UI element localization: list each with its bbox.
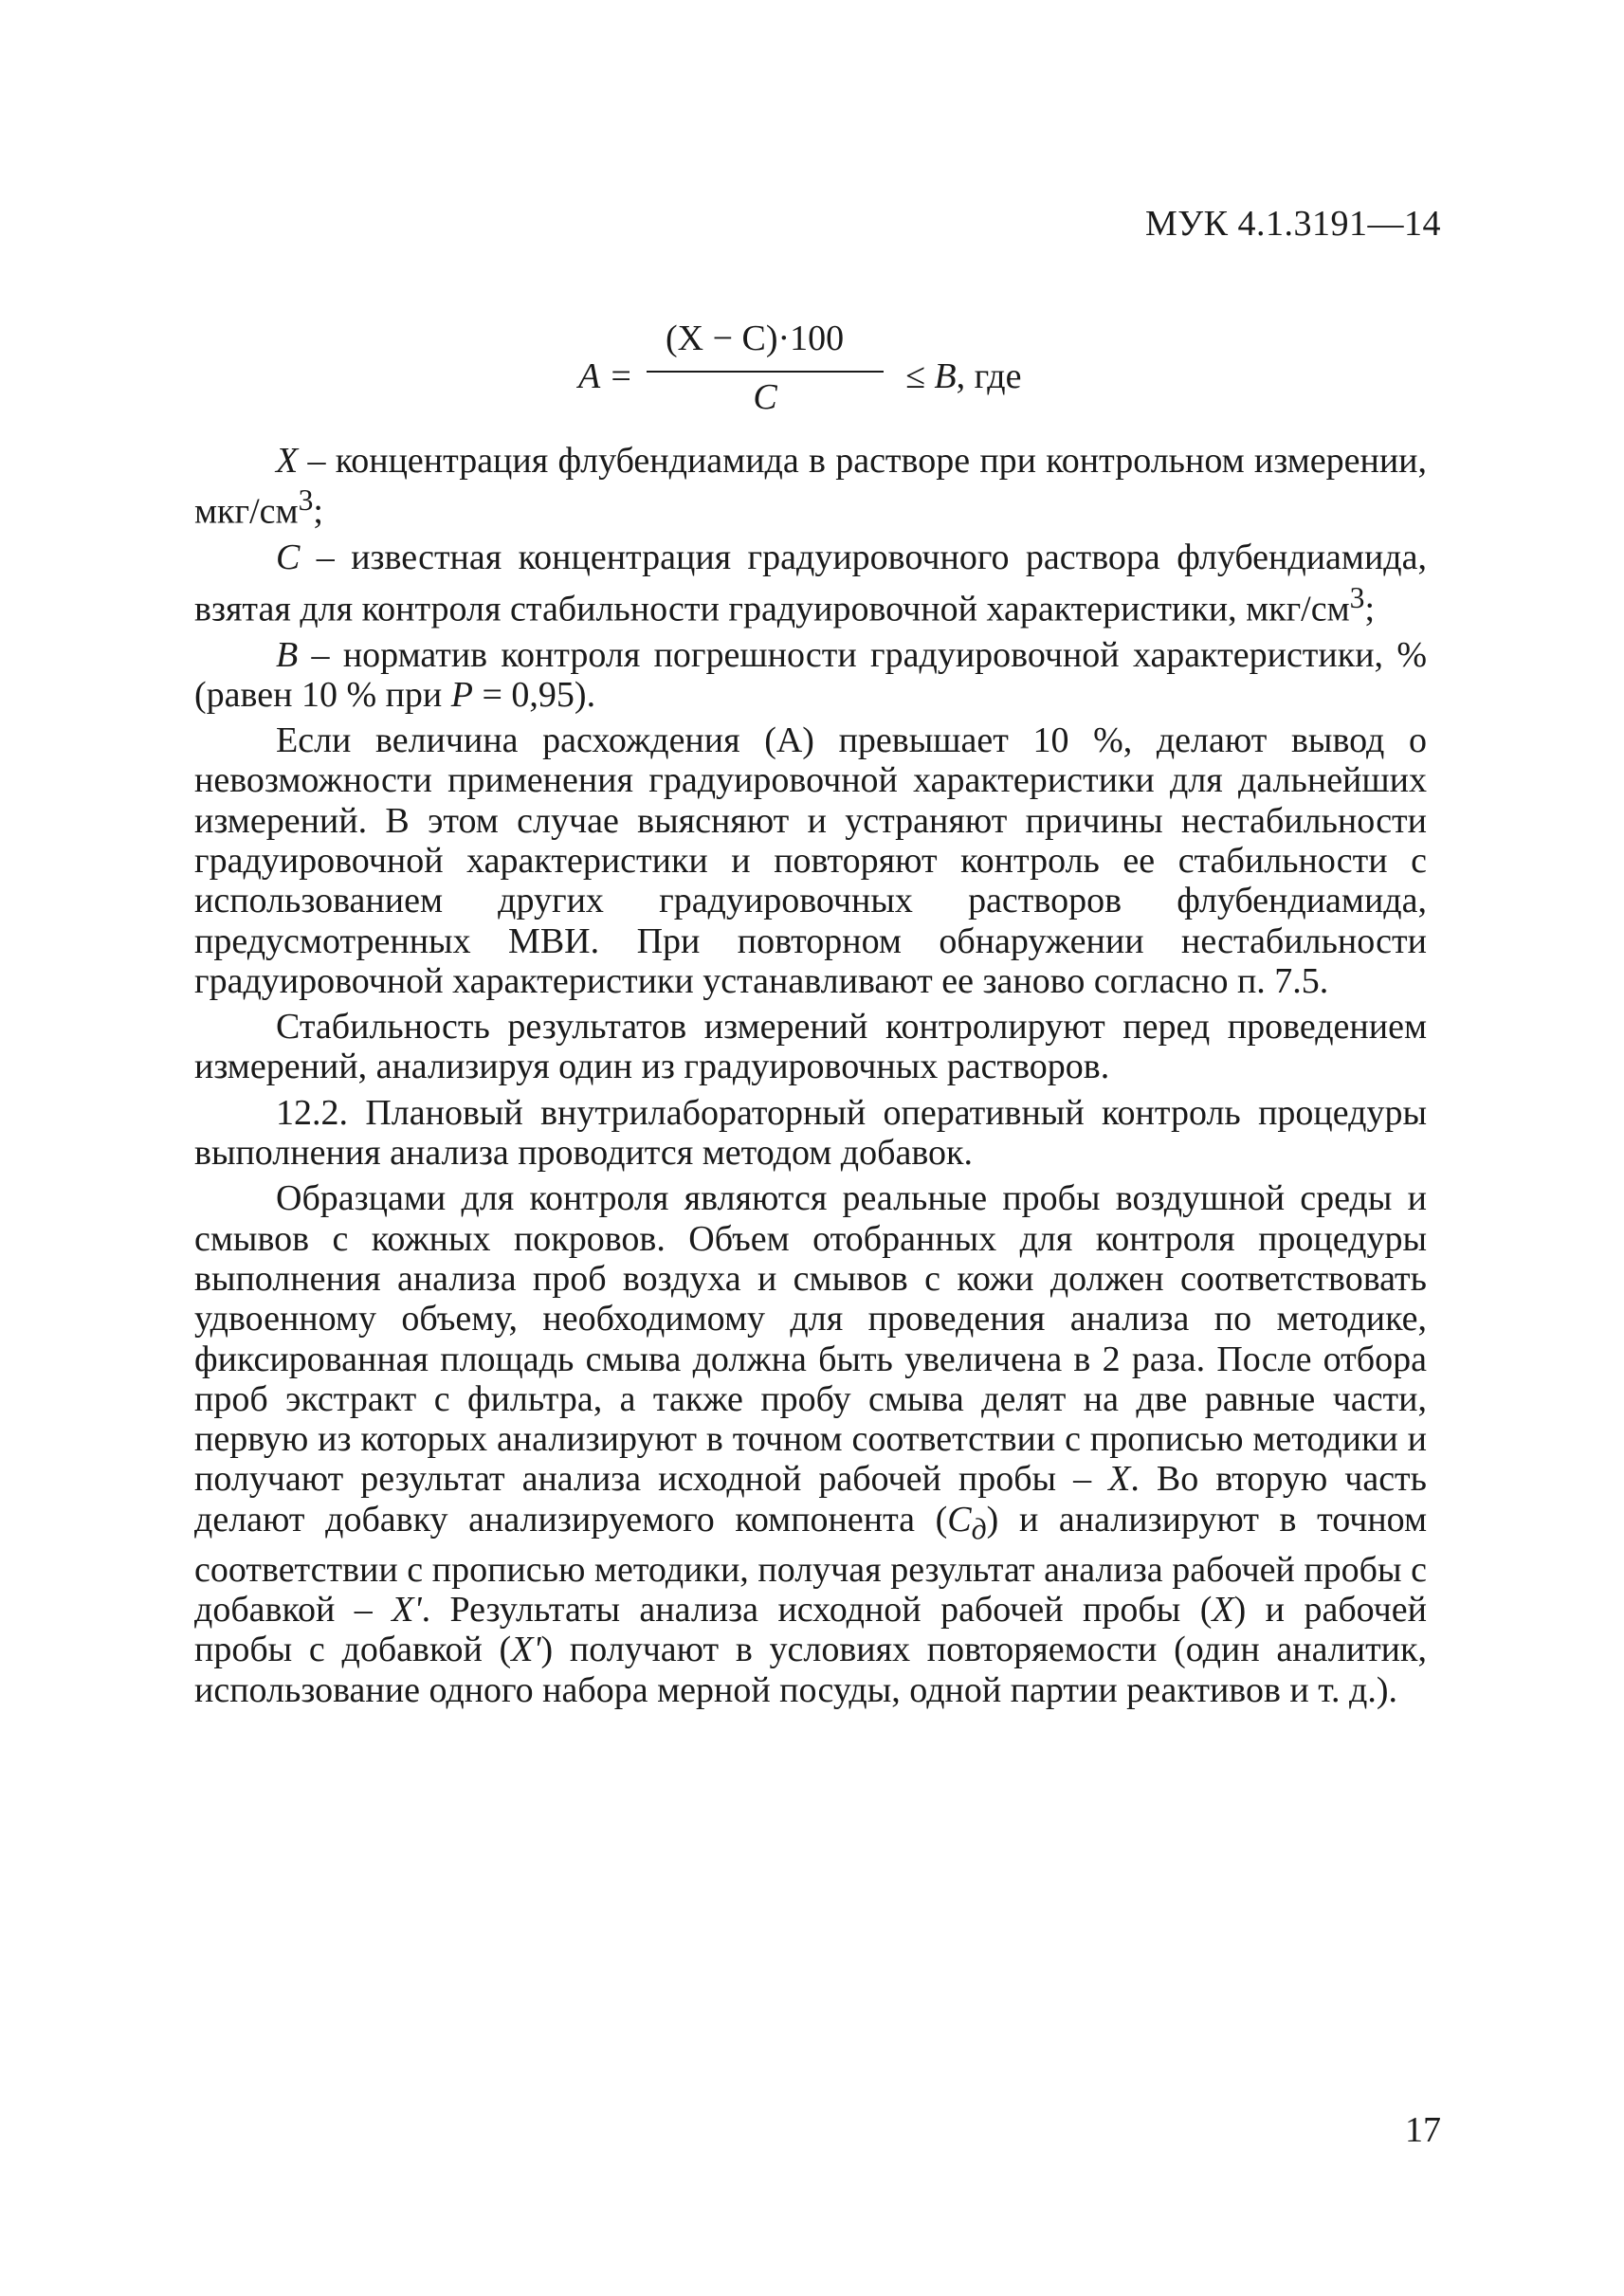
formula-block (578, 318, 1109, 431)
formula-rhs-suffix: , где (956, 356, 1022, 396)
formula-rhs-symbol: ≤ B (905, 356, 957, 396)
text-segment: . Во вторую часть делают добавку анализируемого компонента ( (194, 1459, 1427, 1540)
page-number: 17 (1405, 2110, 1441, 2150)
symbol-x-prime: X' (511, 1630, 541, 1670)
definition-text: – концентрация флубендиамида в растворе при контрольном измерении, мкг/см (194, 441, 1427, 532)
text-segment: . Результаты анализа исходной рабочей пробы ( (421, 1589, 1213, 1630)
text-segment: ) и анализируют в точном соответствии с прописью методики, получая результат анализа рабочей пробы с добавкой – (194, 1499, 1427, 1630)
definition-text: – норматив контроля погрешности градуировочной характеристики, % (равен 10 % при (194, 634, 1427, 715)
document-body (194, 441, 1427, 1716)
definition-symbol: В (276, 634, 299, 675)
paragraph-12-2: 12.2. Плановый внутрилабораторный оперативный контроль процедуры выполнения анализа проводится методом добавок. (194, 1092, 1427, 1174)
definition-text: – известная концентрация градуировочного раствора флубендиамида, взятая для контроля стабильности градуировочной характеристики, мкг/см (194, 538, 1427, 629)
symbol-x: X (1108, 1459, 1131, 1500)
text-segment: ) получают в условиях повторяемости (один аналитик, использование одного набора мерной посуды, одной партии реактивов и т. д.). (194, 1630, 1427, 1710)
text-segment: ) и рабочей пробы с добавкой ( (194, 1589, 1427, 1670)
text-segment: Образцами для контроля являются реальные пробы воздушной среды и смывов с кожных покровов. Объем отобранных для контроля процедуры выполнения анализа проб воздуха и смывов с кожи должен соответствовать удвоенному объему, необходимому для проведения анализа по методике, фиксированная площадь смыва должна быть увеличена в 2 раза. После отбора проб экстракт с фильтра, а также пробу смыва делят на две равные части, первую из которых анализируют в точном соответствии с прописью методики и получают результат анализа исходной рабочей пробы – (194, 1178, 1427, 1500)
superscript: 3 (298, 483, 314, 518)
subscript-d: д (971, 1512, 987, 1546)
symbol-c: C (947, 1499, 972, 1540)
definition-b (194, 635, 1427, 716)
superscript: 3 (1349, 580, 1365, 614)
fraction-bar (647, 371, 884, 373)
definition-end: = 0,95). (473, 674, 596, 715)
formula-denominator: C (753, 377, 777, 417)
definition-end: ; (1364, 589, 1376, 629)
paragraph-samples (194, 1178, 1427, 1709)
definition-x (194, 441, 1427, 532)
symbol-x: X (1212, 1589, 1234, 1630)
paragraph-divergence: Если величина расхождения (А) превышает 10 %, делают вывод о невозможности применения градуировочной характеристики для дальнейших измерений. В этом случае выясняют и устраняют причины нестабильности градуировочной характеристики и повторяют контроль ее стабильности с использованием других градуировочных растворов флубендиамида, предусмотренных МВИ. При повторном обнаружении нестабильности градуировочной характеристики устанавливают ее заново согласно п. 7.5. (194, 720, 1427, 1001)
formula-rhs (905, 355, 1021, 397)
definition-symbol: С (276, 538, 301, 578)
definition-c (194, 538, 1427, 629)
document-code-header: МУК 4.1.3191—14 (1144, 204, 1441, 244)
definition-symbol: X (276, 441, 299, 481)
definition-end: ; (313, 491, 323, 532)
paragraph-stability: Стабильность результатов измерений контролируют перед проведением измерений, анализируя один из градуировочных растворов. (194, 1007, 1427, 1087)
symbol-x-prime: X' (392, 1589, 422, 1630)
definition-italic: Р (450, 674, 473, 715)
formula-numerator: (X − C)·100 (666, 319, 845, 358)
formula-lhs: A = (578, 356, 633, 396)
